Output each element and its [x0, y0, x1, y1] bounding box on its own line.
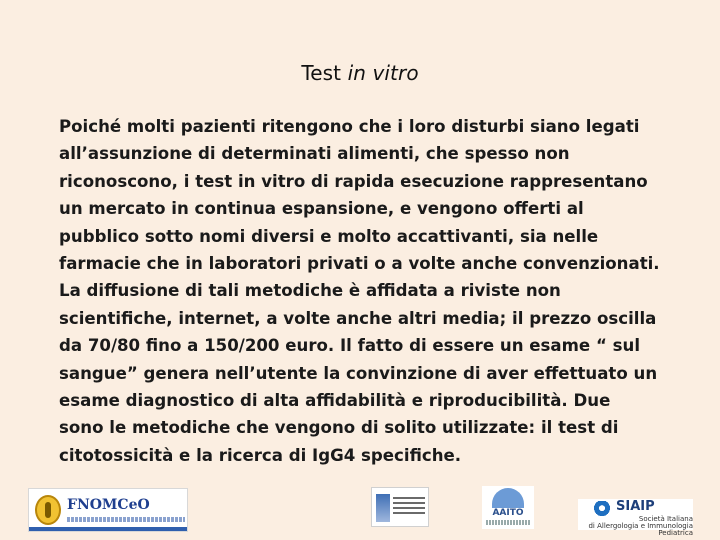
society-logo-mark-icon	[376, 494, 390, 522]
aaito-logo-subtitle	[486, 520, 530, 525]
society-logo	[371, 487, 429, 527]
paragraph-line: Poiché molti pazienti ritengono che i loro disturbi siano legati	[59, 117, 640, 136]
paragraph-line: farmacie che in laboratori privati o a volte anche convenzionati.	[59, 254, 660, 274]
paragraph-line: sono le metodiche che vengono di solito utilizzate: il test di	[59, 418, 619, 438]
fnomceo-logo-bar	[29, 527, 187, 531]
body-paragraph	[59, 113, 679, 469]
paragraph-line: riconoscono, i test in vitro di rapida esecuzione rappresentano	[59, 171, 648, 191]
paragraph-line: all’assunzione di determinati alimenti, che spesso non	[59, 144, 570, 164]
title-prefix: Test	[301, 61, 348, 85]
siaip-logo-subtitle	[578, 516, 693, 537]
aaito-logo-name: AAITO	[492, 508, 524, 518]
siaip-logo	[578, 499, 693, 537]
slide-title	[0, 61, 720, 85]
society-logo-text	[393, 497, 425, 517]
fnomceo-emblem-icon	[35, 495, 61, 525]
aaito-dome-icon	[492, 488, 524, 508]
siaip-sub-line-2: di Allergologia e Immunologia Pediatrica	[588, 522, 693, 537]
paragraph-line: La diffusione di tali metodiche è affidata a riviste non	[59, 281, 561, 301]
siaip-sub-line-1: Società Italiana	[638, 515, 693, 523]
aaito-logo	[482, 486, 534, 529]
paragraph-line: da 70/80 fino a 150/200 euro. Il fatto di essere un esame “ sul	[59, 336, 641, 356]
title-italic: in vitro	[347, 61, 419, 85]
paragraph-line: pubblico sotto nomi diversi e molto accattivanti, sia nelle	[59, 226, 599, 246]
paragraph-line: un mercato in continua espansione, e vengono offerti al	[59, 199, 584, 219]
fnomceo-logo-name: FNOMCeO	[67, 497, 150, 513]
paragraph-line: citotossicità e la ricerca di IgG4 specifiche.	[59, 445, 462, 465]
paragraph-line: scientifiche, internet, a volte anche altri media; il prezzo oscilla	[59, 308, 657, 328]
paragraph-line: esame diagnostico di alta affidabilità e riproducibilità. Due	[59, 391, 611, 411]
fnomceo-logo-subtitle	[67, 517, 185, 522]
fnomceo-logo	[28, 488, 188, 532]
paragraph-line: sangue” genera nell’utente la convinzione di aver effettuato un	[59, 363, 658, 383]
siaip-logo-name: SIAIP	[616, 499, 655, 514]
